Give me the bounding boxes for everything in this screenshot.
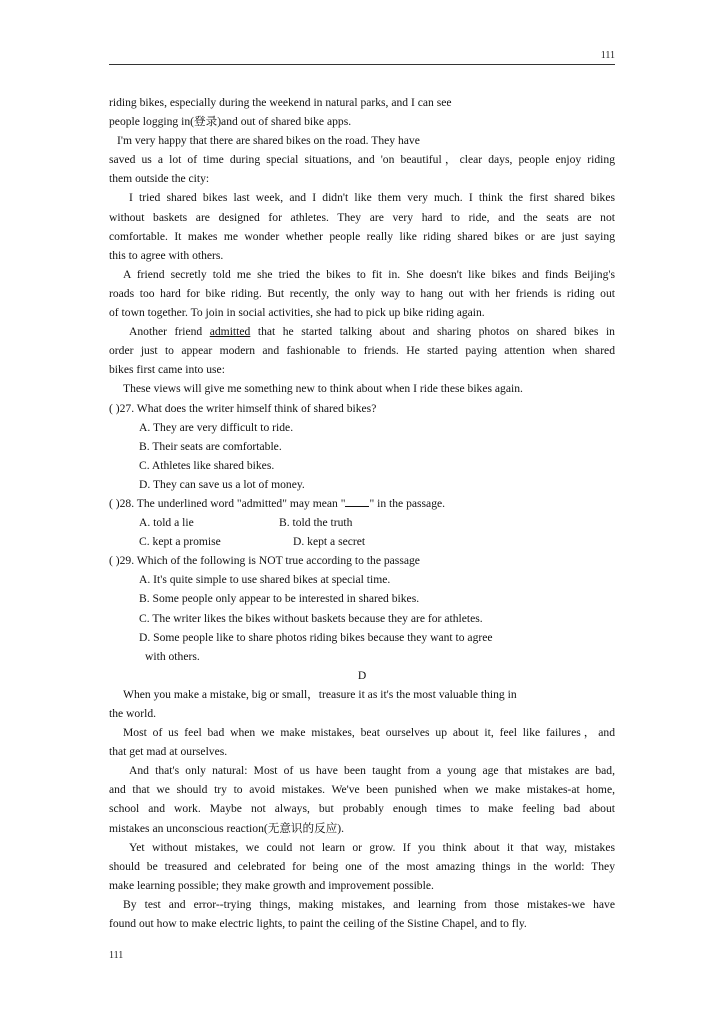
question-29-option-d-continued: with others. — [145, 649, 200, 663]
passage-line: Yet without mistakes, we could not learn or grow. If you think about it that way, mistakes — [129, 840, 615, 854]
passage-line: them outside the city: — [109, 172, 210, 186]
question-28-stem — [109, 494, 615, 513]
question-29-option-c: C. The writer likes the bikes without baskets because they are for athletes. — [139, 611, 483, 625]
question-28-options-row-2 — [109, 532, 615, 551]
question-28-option-b: B. told the truth — [279, 516, 353, 530]
passage-line: bikes first came into use: — [109, 363, 225, 377]
question-28-stem-start: ( )28. The underlined word "admitted" may mean " — [109, 496, 346, 510]
answer-blank — [345, 495, 369, 507]
question-29-option-a: A. It's quite simple to use shared bikes at special time. — [139, 573, 391, 587]
question-29-stem: ( )29. Which of the following is NOT true according to the passage — [109, 554, 420, 568]
passage-d-heading: D — [357, 668, 367, 682]
passage-line: make learning possible; they make growth and improvement possible. — [109, 878, 434, 892]
passage-line: roads too hard for bike riding. But recently, the only way to hang out with her friends is riding out — [109, 286, 615, 300]
passage-line: A friend secretly told me she tried the bikes to fit in. She doesn't like bikes and finds Beijing's — [123, 267, 615, 281]
passage-line: I tried shared bikes last week, and I didn't like them very much. I think the first shared bikes — [129, 191, 615, 205]
passage-line: and that we should try to avoid mistakes. We've been punished when we make mistakes-at home, — [109, 783, 615, 797]
passage-line: this to agree with others. — [109, 248, 224, 262]
passage-line: of town together. To join in social activities, she had to pick up bike riding again. — [109, 306, 485, 320]
footer-page-number: 111 — [109, 950, 124, 961]
header-page-number: 111 — [600, 50, 615, 61]
passage-line: school and work. Maybe not always, but probably enough times to make feeling bad about — [109, 802, 615, 816]
passage-line: found out how to make electric lights, to paint the ceiling of the Sistine Chapel, and to fly. — [109, 917, 527, 931]
question-27-option-d: D. They can save us a lot of money. — [139, 477, 305, 491]
passage-text: that he started talking about and sharing photos on shared bikes in — [250, 325, 615, 339]
passage-line: These views will give me something new to think about when I ride these bikes again. — [123, 382, 523, 396]
passage-line: mistakes an unconscious reaction(无意识的反应). — [109, 821, 345, 835]
question-28-stem-end: " in the passage. — [369, 496, 446, 510]
passage-line: Most of us feel bad when we make mistakes, beat ourselves up about it, feel like failures，and — [123, 726, 615, 740]
passage-line: that get mad at ourselves. — [109, 745, 228, 759]
question-27-option-b: B. Their seats are comfortable. — [139, 439, 282, 453]
question-27-stem: ( )27. What does the writer himself think of shared bikes? — [109, 401, 377, 415]
passage-line: comfortable. It makes me wonder whether people really like riding shared bikes or are just saying — [109, 229, 615, 243]
passage-line: people logging in(登录)and out of shared bike apps. — [109, 115, 352, 129]
question-27-option-a: A. They are very difficult to ride. — [139, 420, 294, 434]
question-28-option-a: A. told a lie — [139, 516, 194, 530]
question-28-option-c: C. kept a promise — [139, 535, 221, 549]
question-29-option-b: B. Some people only appear to be interested in shared bikes. — [139, 592, 420, 606]
passage-line: the world. — [109, 707, 157, 720]
passage-line: I'm very happy that there are shared bikes on the road. They have — [117, 134, 420, 148]
underlined-word-admitted: admitted — [209, 325, 251, 339]
passage-line: order just to appear modern and fashionable to friends. He started paying attention when shared — [109, 344, 615, 358]
question-28-options-row-1 — [109, 513, 615, 532]
passage-line: saved us a lot of time during special situations, and 'on beautiful，clear days, people enjoy riding — [109, 153, 615, 167]
passage-text: Another friend — [129, 325, 210, 339]
passage-line: riding bikes, especially during the weekend in natural parks, and I can see — [109, 96, 452, 109]
question-28-option-d: D. kept a secret — [293, 535, 366, 549]
page-content — [109, 93, 615, 933]
passage-line-with-underline — [109, 322, 615, 341]
question-27-option-c: C. Athletes like shared bikes. — [139, 458, 275, 472]
passage-line: should be treasured and celebrated for being one of the most amazing things in the world: They — [109, 859, 615, 873]
question-29-option-d: D. Some people like to share photos riding bikes because they want to agree — [139, 630, 493, 644]
passage-line: When you make a mistake, big or small，treasure it as it's the most valuable thing in — [123, 687, 517, 701]
header-divider — [109, 64, 615, 65]
passage-line: without baskets are designed for athletes. They are very hard to ride, and the seats are not — [109, 210, 615, 224]
passage-line: By test and error--trying things, making mistakes, and learning from those mistakes-we have — [123, 897, 615, 911]
passage-line: And that's only natural: Most of us have been taught from a young age that mistakes are bad, — [129, 764, 615, 778]
